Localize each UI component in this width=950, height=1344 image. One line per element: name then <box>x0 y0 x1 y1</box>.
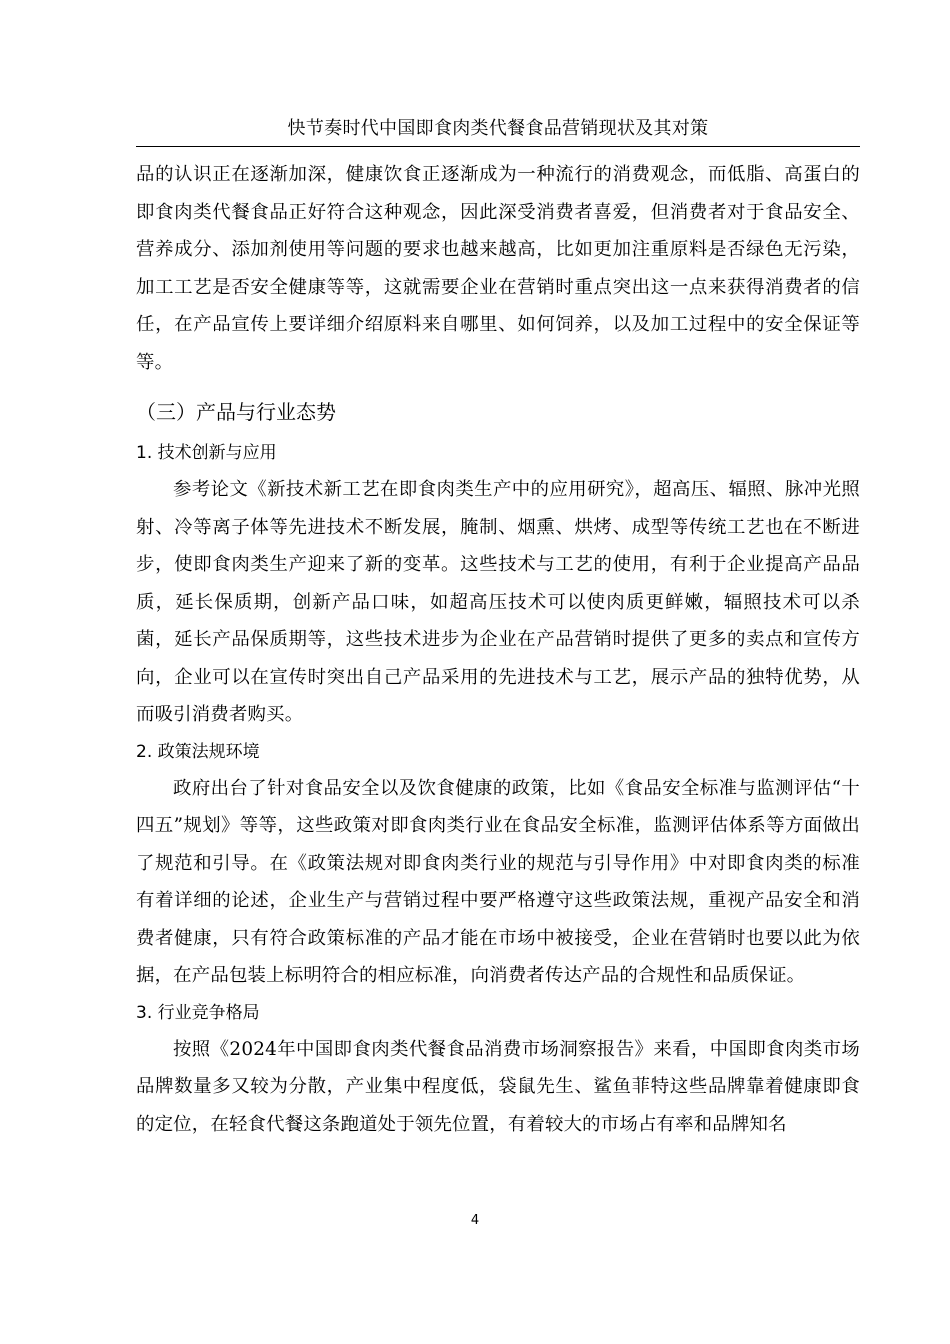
page-body <box>136 156 860 1143</box>
subsection-heading-tech: 1. 技术创新与应用 <box>136 443 277 463</box>
subsection-paragraph-competition: 按照《2024年中国即食肉类代餐食品消费市场洞察报告》来看，中国即食肉类市场品牌数量多又较为分散，产业集中程度低，袋鼠先生、鲨鱼菲特这些品牌靠着健康即食的定位，在轻食代餐这条跑道处于领先位置，有着较大的市场占有率和品牌知名 <box>136 1038 860 1135</box>
section-heading: （三）产品与行业态势 <box>136 400 336 424</box>
header-divider <box>136 146 860 147</box>
running-header-title: 快节奏时代中国即食肉类代餐食品营销现状及其对策 <box>287 118 709 139</box>
intro-paragraph: 品的认识正在逐渐加深，健康饮食正逐渐成为一种流行的消费观念，而低脂、高蛋白的即食肉类代餐食品正好符合这种观念，因此深受消费者喜爱，但消费者对于食品安全、营养成分、添加剂使用等问题的要求也越来越高，比如更加注重原料是否绿色无污染，加工工艺是否安全健康等等，这就需要企业在营销时重点突出这一点来获得消费者的信任，在产品宣传上要详细介绍原料来自哪里、如何饲养，以及加工过程中的安全保证等等。 <box>136 164 860 373</box>
page-number: 4 <box>470 1213 480 1228</box>
subsection-paragraph-tech: 参考论文《新技术新工艺在即食肉类生产中的应用研究》，超高压、辐照、脉冲光照射、冷等离子体等先进技术不断发展，腌制、烟熏、烘烤、成型等传统工艺也在不断进步，使即食肉类生产迎来了新的变革。这些技术与工艺的使用，有利于企业提高产品品质，延长保质期，创新产品口味，如超高压技术可以使肉质更鲜嫩，辐照技术可以杀菌，延长产品保质期等，这些技术进步为企业在产品营销时提供了更多的卖点和宣传方向，企业可以在宣传时突出自己产品采用的先进技术与工艺，展示产品的独特优势，从而吸引消费者购买。 <box>136 479 860 725</box>
subsection-heading-competition: 3. 行业竞争格局 <box>136 1002 260 1023</box>
subsection-heading-policy: 2. 政策法规环境 <box>136 741 260 762</box>
subsection-paragraph-policy: 政府出台了针对食品安全以及饮食健康的政策，比如《食品安全标准与监测评估“十四五”规划》等等，这些政策对即食肉类行业在食品安全标准，监测评估体系等方面做出了规范和引导。在《政策法规对即食肉类行业的规范与引导作用》中对即食肉类的标准有着详细的论述，企业生产与营销过程中要严格遵守这些政策法规，重视产品安全和消费者健康，只有符合政策标准的产品才能在市场中被接受，企业在营销时也要以此为依据，在产品包装上标明符合的相应标准，向消费者传达产品的合规性和品质保证。 <box>136 777 860 986</box>
